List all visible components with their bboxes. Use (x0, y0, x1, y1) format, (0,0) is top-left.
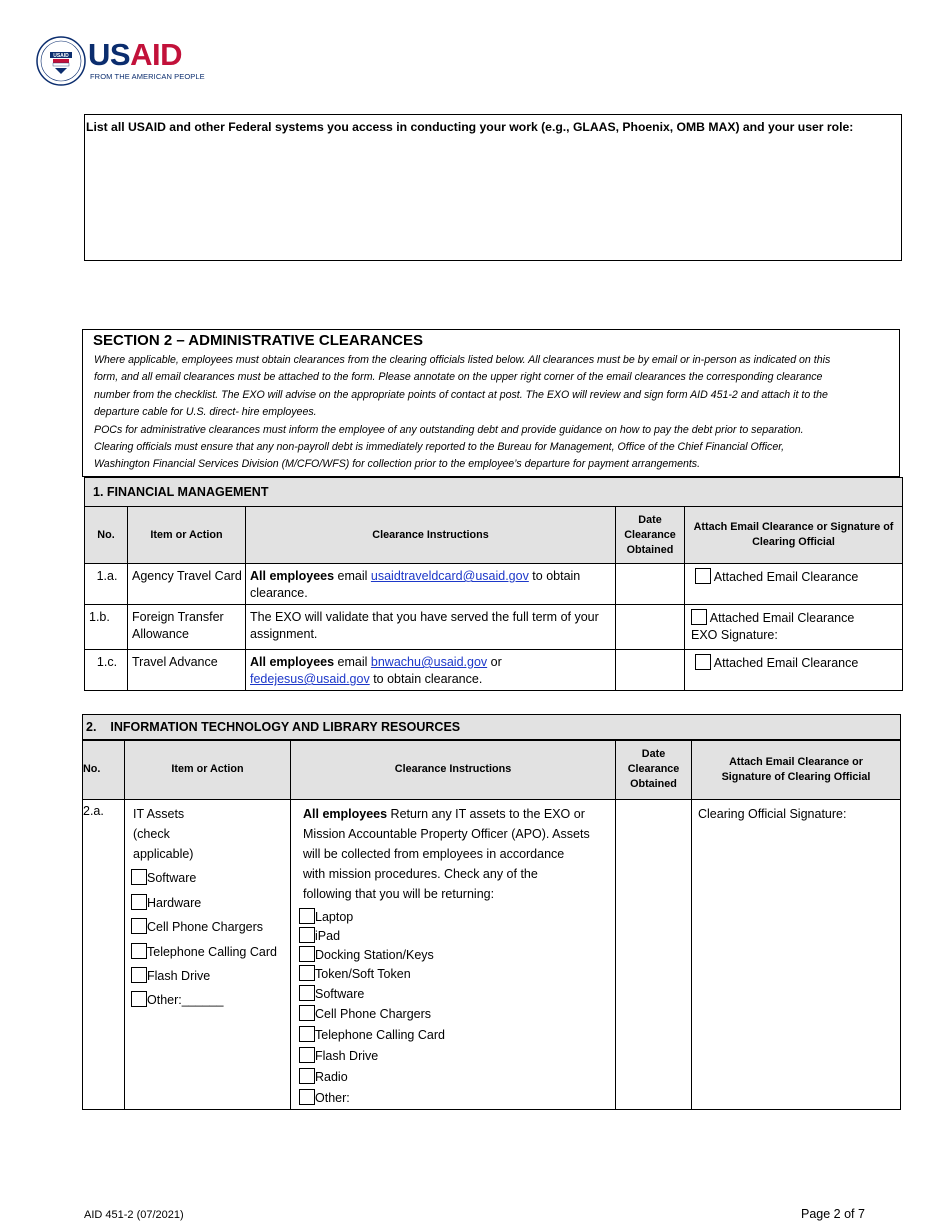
check-label: Telephone Calling Card (315, 1028, 445, 1042)
row-item (125, 800, 291, 1110)
section2-para-1 (94, 352, 894, 474)
col-no: No. (83, 740, 125, 800)
checkbox[interactable] (695, 568, 711, 584)
check-label: Software (315, 987, 365, 1001)
text: to obtain clearance. (250, 569, 581, 600)
para1-line: number from the checklist. The EXO will advise on the appropriate points of contact at post. The EXO will review and sign form AID 451-2 and attach it to the (94, 388, 828, 401)
date-cell[interactable] (616, 800, 692, 1110)
attach-cell (685, 564, 903, 605)
check-label: Software (147, 871, 197, 885)
bold-label: All employees (250, 569, 335, 583)
checkbox[interactable] (131, 894, 147, 910)
bold-label: All employees (303, 807, 388, 821)
bold-label: All employees (250, 655, 335, 669)
col-date: Date Clearance Obtained (616, 740, 692, 800)
checkbox[interactable] (131, 918, 147, 934)
check-label: Cell Phone Chargers (315, 1007, 432, 1021)
row-no: 1.c. (85, 650, 128, 691)
it-heading-band (83, 715, 901, 740)
check-label: Radio (315, 1070, 348, 1084)
section2-title: SECTION 2 – ADMINISTRATIVE CLEARANCES (93, 332, 424, 349)
instr-line: Mission Accountable Property Officer (APO). Assets (303, 827, 590, 841)
text: or (487, 655, 502, 669)
seal-label: USAID (53, 53, 69, 59)
check-label: Other:______ (147, 993, 224, 1007)
form-id: AID 451-2 (07/2021) (84, 1209, 184, 1221)
usaid-wordmark (88, 38, 182, 72)
check-label: Docking Station/Keys (315, 948, 434, 962)
check-label: iPad (315, 929, 341, 943)
para2-line: Clearing officials must ensure that any non-payroll debt is immediately reported to the Bureau for Management, Office of the Chief Financial Officer, (94, 441, 785, 454)
usaid-logo (36, 36, 206, 88)
row-item: Agency Travel Card (128, 564, 246, 605)
check-label: Other: (315, 1091, 350, 1105)
systems-access-box[interactable] (84, 114, 902, 261)
attach-label: Attached Email Clearance (713, 570, 859, 584)
checkbox[interactable] (299, 1047, 315, 1063)
col-no: No. (85, 507, 128, 564)
attach-cell (685, 650, 903, 691)
checkbox[interactable] (299, 1068, 315, 1084)
col-attach: Attach Email Clearance or Signature of Clearing Official (692, 740, 901, 800)
attach-label: Attached Email Clearance (709, 611, 855, 625)
row-item: Travel Advance (128, 650, 246, 691)
checkbox[interactable] (299, 985, 315, 1001)
para2-line: Washington Financial Services Division (M/CFO/WFS) for collection prior to the employee’s departure for payment arrangements. (94, 458, 701, 471)
col-instructions: Clearance Instructions (291, 740, 616, 800)
date-cell[interactable] (616, 650, 685, 691)
check-label: Telephone Calling Card (147, 945, 277, 959)
item-line: IT Assets (133, 807, 185, 821)
page-number: Page 2 of 7 (801, 1207, 865, 1221)
checkbox[interactable] (299, 1026, 315, 1042)
row-instructions (291, 800, 616, 1110)
check-label: Flash Drive (315, 1049, 379, 1063)
checkbox[interactable] (131, 869, 147, 885)
item-line: (check (133, 827, 170, 841)
attach-label: Attached Email Clearance (713, 656, 859, 670)
col-item: Item or Action (128, 507, 246, 564)
checkbox[interactable] (299, 1089, 315, 1105)
wordmark-us: US (88, 37, 131, 72)
checkbox[interactable] (131, 967, 147, 983)
instr-line: following that you will be returning: (303, 887, 495, 901)
row-instructions (246, 650, 616, 691)
para1-line: Where applicable, employees must obtain clearances from the clearing officials listed below. All clearances must be by email or in-person as indicated on this (94, 354, 831, 366)
email-link[interactable]: fedejesus@usaid.gov (250, 672, 370, 686)
checkbox[interactable] (299, 965, 315, 981)
check-label: Cell Phone Chargers (147, 920, 264, 934)
checkbox[interactable] (691, 609, 707, 625)
date-cell[interactable] (616, 564, 685, 605)
checkbox[interactable] (695, 654, 711, 670)
instr-line: will be collected from employees in accordance (303, 847, 565, 861)
row-no: 2.a. (83, 800, 125, 1110)
it-table (82, 714, 901, 1110)
table-row (83, 800, 901, 1110)
instr-line: Return any IT assets to the EXO or (387, 807, 585, 821)
checkbox[interactable] (299, 927, 315, 943)
attach-cell (685, 605, 903, 650)
item-line: applicable) (133, 847, 194, 861)
date-cell[interactable] (616, 605, 685, 650)
row-instructions: The EXO will validate that you have served the full term of your assignment. (246, 605, 616, 650)
para1-line: departure cable for U.S. direct- hire employees. (94, 406, 317, 419)
checkbox[interactable] (299, 1005, 315, 1021)
col-item: Item or Action (125, 740, 291, 800)
usaid-seal-icon (36, 36, 86, 86)
it-heading: INFORMATION TECHNOLOGY AND LIBRARY RESOURCES (110, 719, 461, 734)
check-label: Flash Drive (147, 969, 211, 983)
table-row (85, 650, 903, 691)
systems-question: List all USAID and other Federal systems you access in conducting your work (e.g., GLAAS, Phoenix, OMB MAX) and your user role: (86, 120, 854, 134)
wordmark-aid: AID (130, 37, 182, 72)
row-no: 1.b. (85, 605, 128, 650)
section2-box (82, 329, 900, 477)
check-label: Hardware (147, 896, 202, 910)
email-link[interactable]: bnwachu@usaid.gov (370, 655, 488, 669)
check-label: Token/Soft Token (315, 967, 411, 981)
row-instructions (246, 564, 616, 605)
checkbox[interactable] (299, 908, 315, 924)
email-link[interactable]: usaidtraveldcard@usaid.gov (370, 569, 529, 583)
col-date: Date Clearance Obtained (616, 507, 685, 564)
logo-tagline: FROM THE AMERICAN PEOPLE (90, 72, 205, 81)
col-instructions: Clearance Instructions (246, 507, 616, 564)
instr-line: with mission procedures. Check any of the (303, 867, 538, 881)
signature-label: Clearing Official Signature: (698, 807, 847, 821)
financial-heading: 1. FINANCIAL MANAGEMENT (85, 478, 903, 507)
checkbox[interactable] (131, 943, 147, 959)
text: to obtain clearance. (369, 672, 483, 686)
checkbox[interactable] (131, 991, 147, 1007)
row-no: 1.a. (85, 564, 128, 605)
checkbox[interactable] (299, 946, 315, 962)
it-heading-no: 2. (86, 719, 97, 734)
table-row (85, 564, 903, 605)
text: email (334, 655, 371, 669)
table-row (85, 605, 903, 650)
exo-signature-label: EXO Signature: (691, 628, 778, 642)
attach-cell[interactable] (692, 800, 901, 1110)
para1-line: form, and all email clearances must be attached to the form. Please annotate on the upper right corner of the email clearances the corresponding clearance (94, 371, 823, 384)
row-item: Foreign Transfer Allowance (128, 605, 246, 650)
financial-table (84, 477, 903, 691)
para2-line: POCs for administrative clearances must inform the employee of any outstanding debt and provide guidance on how to pay the debt prior to separation. (94, 423, 804, 436)
check-label: Laptop (315, 910, 354, 924)
text: email (334, 569, 371, 583)
col-attach: Attach Email Clearance or Signature of Clearing Official (685, 507, 903, 564)
